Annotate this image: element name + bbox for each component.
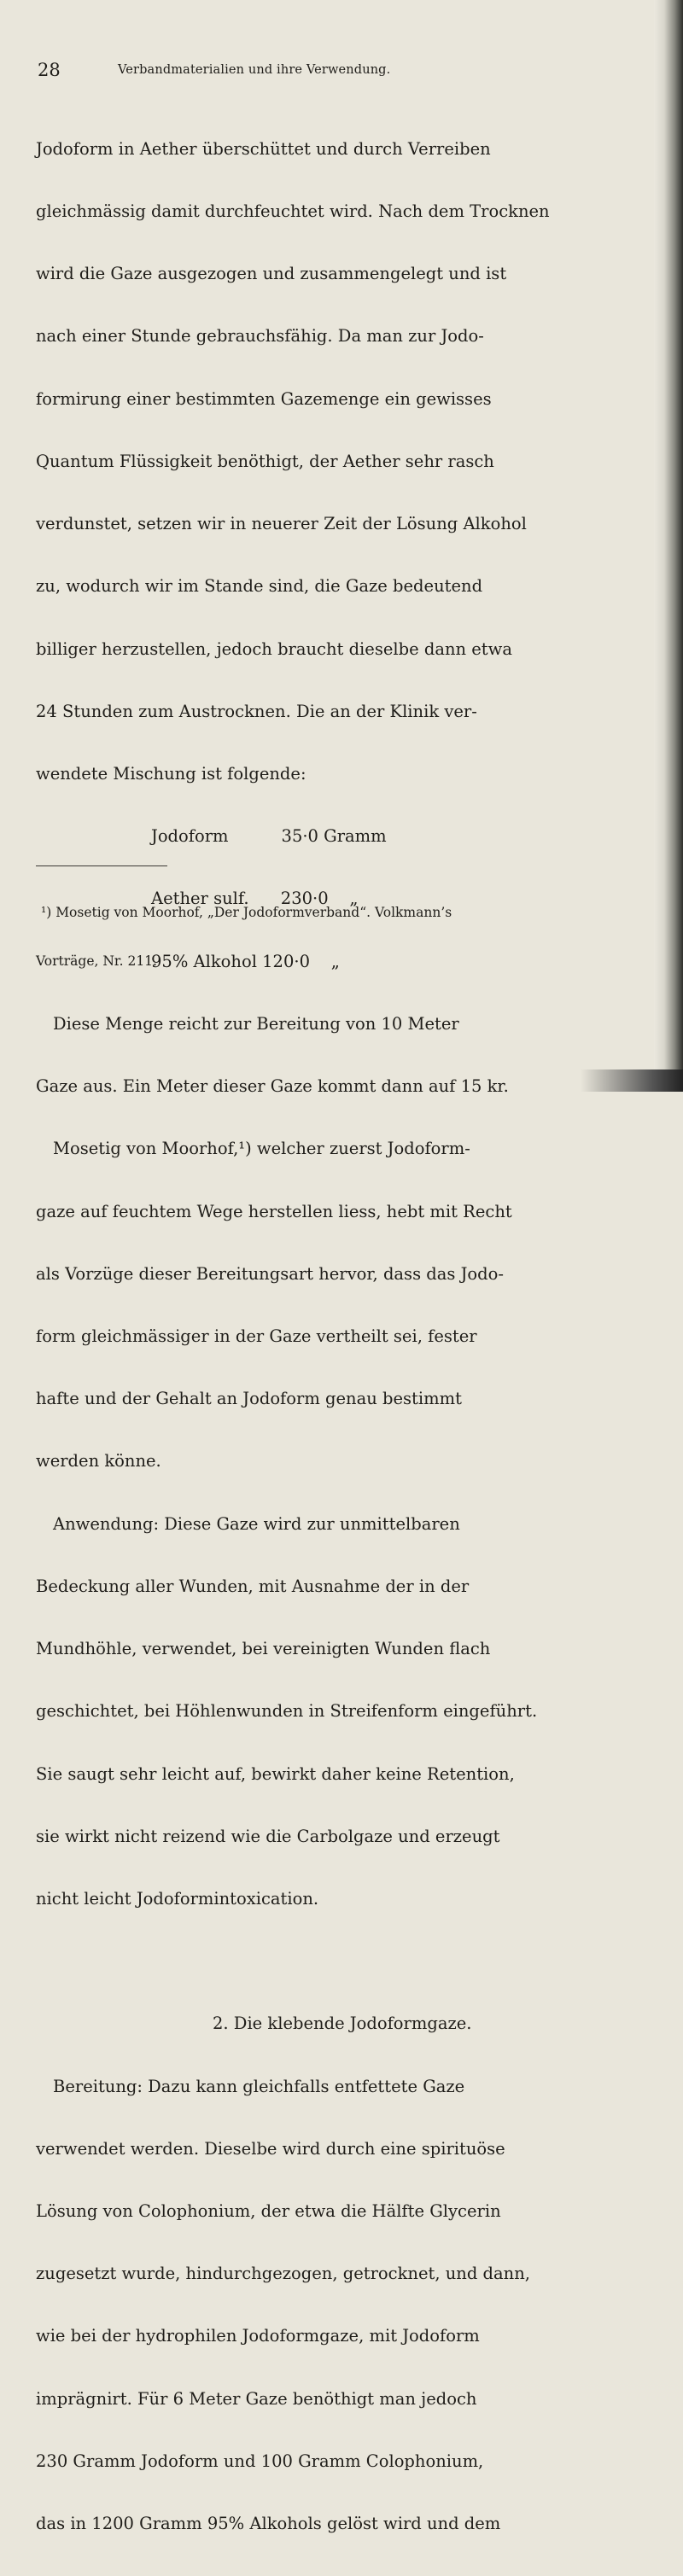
text-line: nicht leicht Jodoformintoxication. [36,1888,319,1909]
recipe-line: Jodoform 35·0 Gramm [151,826,387,847]
text-line: wie bei der hydrophilen Jodoformgaze, mit Jodoform [36,2326,480,2346]
blank-line [36,1951,666,1972]
text-line: Mosetig von Moorhof,¹) welcher zuerst Jodoform- [53,1139,470,1159]
footnote-line: Vorträge, Nr. 211. [36,953,157,969]
text-line: Anwendung: Diese Gaze wird zur unmittelbaren [53,1513,460,1534]
text-line: gleichmässig damit durchfeuchtet wird. Nach dem Trocknen [36,201,550,222]
recipe-line: 95% Alkohol 120·0 „ [151,951,340,971]
text-line: form gleichmässiger in der Gaze vertheilt sei, fester [36,1326,477,1346]
text-line: das in 1200 Gramm 95% Alkohols gelöst wird und dem [36,2514,501,2534]
text-line: nach einer Stunde gebrauchsfähig. Da man zur Jodo- [36,326,484,347]
text-line: verdunstet, setzen wir in neuerer Zeit der Lösung Alkohol [36,514,527,534]
text-line: Bereitung: Dazu kann gleichfalls entfettete Gaze [53,2076,465,2096]
text-line: werden könne. [36,1451,161,1472]
running-title: Verbandmaterialien und ihre Verwendung. [118,63,391,77]
text-line: zu, wodurch wir im Stande sind, die Gaze bedeutend [36,576,483,597]
text-line: hafte und der Gehalt an Jodoform genau bestimmt [36,1389,462,1409]
text-line: Quantum Flüssigkeit benöthigt, der Aether sehr rasch [36,451,494,471]
text-line: formirung einer bestimmten Gazemenge ein gewisses [36,388,492,409]
recipe-line: Aether sulf. 230·0 „ [151,889,359,909]
section-heading: 2. Die klebende Jodoformgaze. [213,2014,472,2034]
page-header [38,60,652,85]
text-line: zugesetzt wurde, hindurchgezogen, getrocknet, und dann, [36,2264,530,2284]
body-text [36,97,666,2576]
text-line: Mundhöhle, verwendet, bei vereinigten Wunden flach [36,1639,491,1659]
text-line: als Vorzüge dieser Bereitungsart hervor, dass das Jodo- [36,1263,504,1284]
text-line: billiger herzustellen, jedoch braucht dieselbe dann etwa [36,638,512,659]
text-line: geschichtet, bei Höhlenwunden in Streifenform eingeführt. [36,1701,538,1722]
text-line: gaze auf feuchtem Wege herstellen liess, hebt mit Recht [36,1201,512,1221]
text-line: 24 Stunden zum Austrocknen. Die an der Klinik ver- [36,701,477,721]
text-line: Lösung von Colophonium, der etwa die Hälfte Glycerin [36,2201,501,2222]
text-line: Diese Menge reicht zur Bereitung von 10 Meter [53,1013,459,1034]
text-line: sie wirkt nicht reizend wie die Carbolgaze und erzeugt [36,1826,500,1846]
text-line: Sie saugt sehr leicht auf, bewirkt daher keine Retention, [36,1763,515,1784]
text-line: imprägnirt. Für 6 Meter Gaze benöthigt man jedoch [36,2388,477,2409]
footnote-divider [36,865,167,866]
page-number: 28 [38,60,61,80]
text-line: wendete Mischung ist folgende: [36,764,306,784]
text-line: verwendet werden. Dieselbe wird durch eine spirituöse [36,2138,505,2159]
text-line: Bedeckung aller Wunden, mit Ausnahme der in der [36,1576,470,1596]
text-line: 230 Gramm Jodoform und 100 Gramm Colophonium, [36,2451,484,2471]
text-line: Gaze aus. Ein Meter dieser Gaze kommt dann auf 15 kr. [36,1076,509,1097]
text-line: wird die Gaze ausgezogen und zusammengelegt und ist [36,264,507,284]
footnote-line: ¹) Mosetig von Moorhof, „Der Jodoformverband“. Volkmann’s [41,905,452,920]
text-line: Jodoform in Aether überschüttet und durch Verreiben [36,138,491,159]
footnote [36,872,666,1002]
